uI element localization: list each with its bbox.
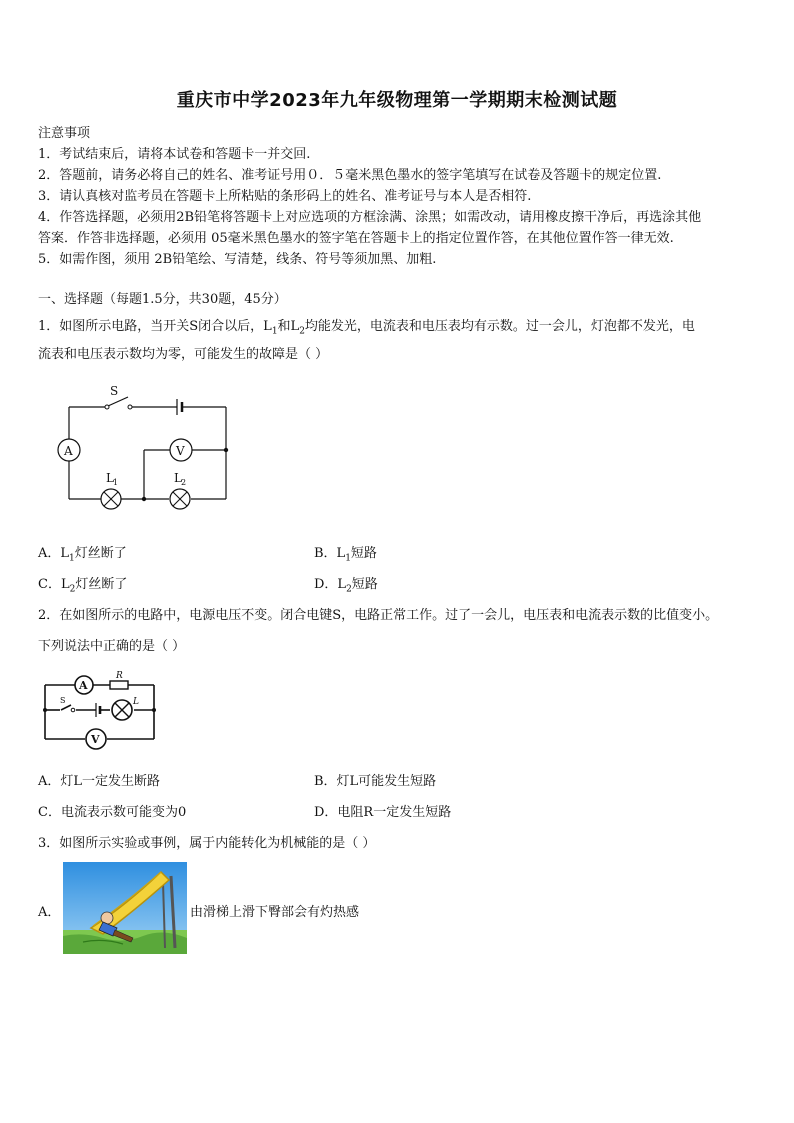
q2-option-c[interactable]: C．电流表示数可能变为0	[38, 805, 187, 820]
q1-circuit-diagram	[50, 380, 250, 510]
q1-option-d[interactable]: D．$L_2$短路	[314, 577, 378, 595]
slide-illustration	[63, 862, 187, 954]
lamp-label: L	[133, 697, 139, 707]
q3-option-a-label[interactable]: A．	[38, 905, 61, 920]
q1-option-b[interactable]: B．$L_1$短路	[314, 546, 377, 564]
q2-option-a[interactable]: A．灯L一定发生断路	[38, 774, 161, 789]
resistor-icon	[110, 681, 128, 689]
voltmeter-label: V	[91, 733, 100, 746]
q1-option-c[interactable]: C．$L_2$灯丝断了	[38, 577, 128, 595]
lamp-icon	[170, 489, 190, 509]
q2-stem-line2: 下列说法中正确的是（ ）	[38, 639, 186, 654]
lamp2-subscript: 2	[181, 478, 187, 487]
note-item: 4．作答选择题，必须用2B铅笔将答题卡上对应选项的方框涂满、涂黑；如需改动，请用橡皮擦干净后，再选涂其他	[38, 210, 702, 225]
lamp1-subscript: 1	[113, 478, 119, 487]
q2-stem-line1: 2．在如图所示的电路中，电源电压不变。闭合电键S，电路正常工作。过了一会儿，电压表和电流表示数的比值变小。	[38, 608, 719, 623]
notes-heading: 注意事项	[38, 126, 91, 141]
q3-option-a-text: 由滑梯上滑下臀部会有灼热感	[190, 905, 360, 920]
note-item: 1．考试结束后，请将本试卷和答题卡一并交回.	[38, 147, 311, 162]
note-item: 3．请认真核对监考员在答题卡上所粘贴的条形码上的姓名、准考证号与本人是否相符.	[38, 189, 532, 204]
section-heading: 一、选择题（每题1.5分，共30题，45分）	[38, 292, 287, 307]
voltmeter-label: V	[176, 444, 185, 458]
ammeter-label: A	[79, 679, 88, 692]
lamp-icon	[101, 489, 121, 509]
q1-option-a[interactable]: A．$L_1$灯丝断了	[38, 546, 127, 564]
page-title: 重庆市中学2023年九年级物理第一学期期末检测试题	[176, 90, 618, 111]
resistor-label: R	[116, 671, 123, 681]
lamp1-label: L	[106, 471, 114, 485]
q1-stem-line2: 流表和电压表示数均为零，可能发生的故障是（ ）	[38, 347, 329, 362]
q2-circuit-diagram	[38, 668, 162, 752]
lamp-icon	[112, 700, 132, 720]
q2-option-b[interactable]: B．灯L可能发生短路	[314, 774, 437, 789]
note-item: 答案．作答非选择题，必须用 05毫米黑色墨水的签字笔在答题卡上的指定位置作答，在其他位置作答一律无效.	[38, 231, 674, 246]
note-item: 2．答题前，请务必将自己的姓名、准考证号用０．５毫米黑色墨水的签字笔填写在试卷及答题卡的规定位置.	[38, 168, 662, 183]
switch-label: S	[60, 696, 66, 705]
note-item: 5．如需作图，须用 2B铅笔绘、写清楚，线条、符号等须加黑、加粗.	[38, 252, 437, 267]
q2-option-d[interactable]: D．电阻R一定发生短路	[314, 805, 452, 820]
lamp2-label: L	[174, 471, 182, 485]
switch-label: S	[110, 384, 119, 398]
ammeter-label: A	[64, 444, 73, 458]
q3-stem: 3．如图所示实验或事例，属于内能转化为机械能的是（ ）	[38, 836, 376, 851]
q1-stem-line1: 1．如图所示电路，当开关S闭合以后，$L_1$和$L_2$均能发光，电流表和电压表均有示数。过一会儿，灯泡都不发光，电	[38, 319, 695, 337]
